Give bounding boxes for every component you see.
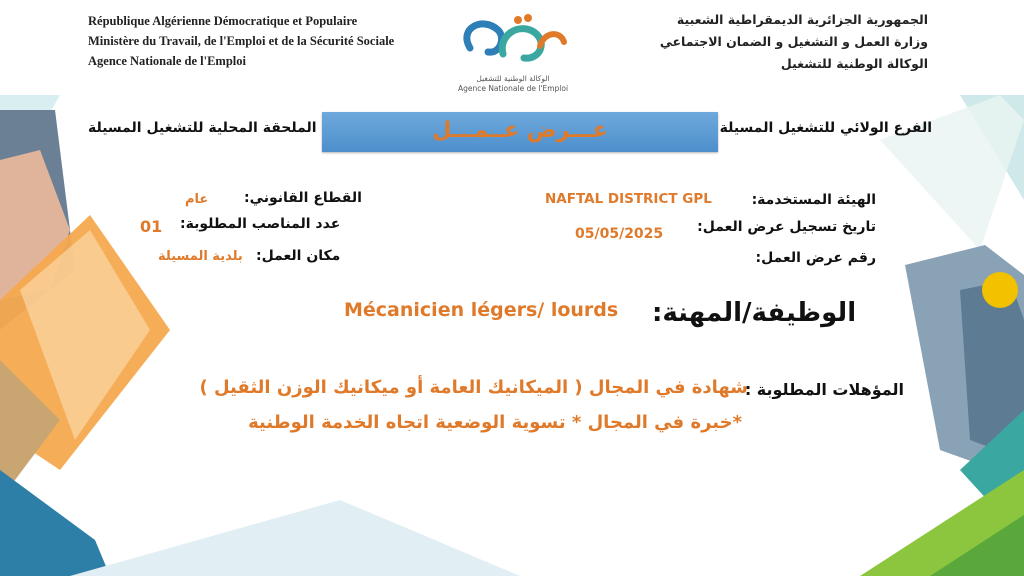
- offer-number-label: رقم عرض العمل:: [755, 250, 876, 266]
- header-ar-line-3: الوكالة الوطنية للتشغيل: [780, 56, 928, 71]
- local-annex-label: الملحقة المحلية للتشغيل المسيلة: [88, 120, 317, 136]
- header-fr-line-3: Agence Nationale de l'Emploi: [88, 54, 246, 68]
- header-fr-line-1: République Algérienne Démocratique et Populaire: [88, 14, 358, 28]
- logo-ar-text: الوكالة الوطنية للتشغيل: [476, 74, 550, 83]
- registration-date-value: 05/05/2025: [575, 226, 664, 242]
- employer-value: NAFTAL DISTRICT GPL: [545, 191, 712, 207]
- legal-sector-label: القطاع القانوني:: [244, 190, 362, 206]
- work-place-value: بلدية المسيلة: [158, 249, 243, 264]
- positions-count-value: 01: [140, 217, 163, 236]
- header-ar-line-2: وزارة العمل و التشغيل و الضمان الاجتماعي: [659, 34, 928, 49]
- employer-label: الهيئة المستخدمة:: [751, 192, 876, 208]
- offer-title: عـــرض عــمـــل: [432, 118, 608, 143]
- header-fr-line-2: Ministère du Travail, de l'Emploi et de la Sécurité Sociale: [88, 34, 395, 48]
- wilaya-branch-label: الفرع الولائي للتشغيل المسيلة: [719, 120, 932, 136]
- job-value: Mécanicien légers/ lourds: [344, 299, 619, 321]
- legal-sector-value: عام: [185, 192, 209, 207]
- positions-count-label: عدد المناصب المطلوبة:: [180, 216, 341, 232]
- anem-logo: [448, 8, 578, 96]
- registration-date-label: تاريخ تسجيل عرض العمل:: [697, 219, 876, 235]
- header-ar-line-1: الجمهورية الجزائرية الديمقراطية الشعبية: [676, 12, 928, 27]
- qualifications-line-2: *خبرة في المجال * تسوية الوضعية اتجاه الخدمة الوطنية: [248, 412, 742, 433]
- qualifications-label: المؤهلات المطلوبة :: [744, 380, 904, 399]
- job-label: الوظيفة/المهنة:: [652, 298, 857, 328]
- logo-fr-text: Agence Nationale de l'Emploi: [457, 84, 569, 93]
- work-place-label: مكان العمل:: [256, 248, 341, 264]
- qualifications-line-1: شهادة في المجال ( الميكانيك العامة أو ميكانيك الوزن الثقيل ): [199, 377, 748, 398]
- title-banner: [322, 112, 718, 152]
- logo-mark-icon: [448, 8, 578, 72]
